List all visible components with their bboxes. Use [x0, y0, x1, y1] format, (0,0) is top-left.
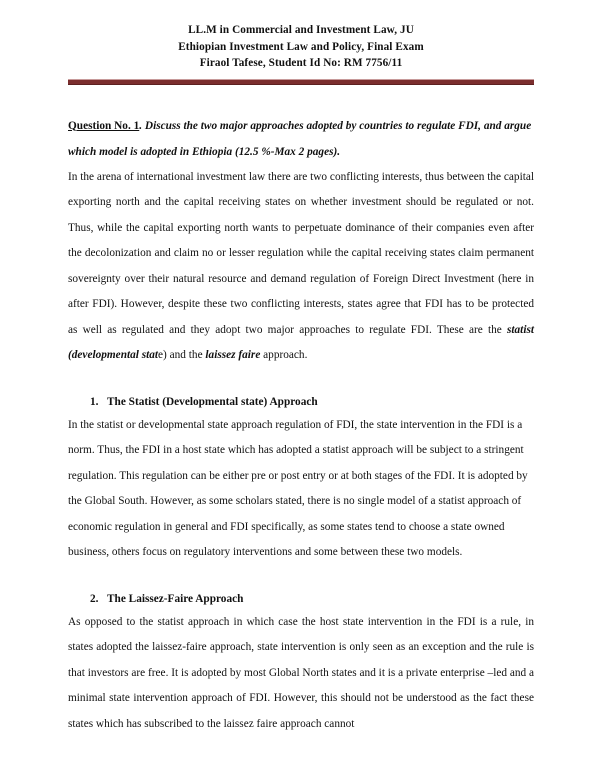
section-heading-statist	[68, 391, 534, 413]
section-number-2: 2.	[90, 592, 99, 605]
header-line-program: LL.M in Commercial and Investment Law, JU	[188, 24, 414, 36]
section-paragraph-laissez-faire: As opposed to the statist approach in which case the host state intervention in the FDI is a rule, in states adopted the laissez-faire approach, state intervention is only seen as an exception and the rule is that investors are free. It is adopted by most Global North states and it is a private enterprise –led and a minimal state intervention approach of FDI. However, this should not be understood as the fact these states which has subscribed to the laissez faire approach cannot	[68, 615, 534, 730]
question-number-label: Question No. 1	[68, 119, 140, 132]
section-heading-laissez-faire	[68, 588, 534, 610]
header-line-course: Ethiopian Investment Law and Policy, Final Exam	[178, 40, 424, 53]
intro-emphasis-statist: statist (developmental stat	[68, 323, 534, 361]
document-header	[68, 0, 534, 72]
header-divider-rule	[68, 79, 534, 85]
section-paragraph-statist: In the statist or developmental state approach regulation of FDI, the state intervention in the FDI is a norm. Thus, the FDI in a host state which has adopted a statist approach will be subject to a stringent regulation. This regulation can be either pre or post entry or at both stages of the FDI. It is adopted by the Global South. However, as some scholars stated, there is no single model of a statist approach of economic regulation in general and FDI specifically, as some states tend to choose a state owned business, others focus on regulatory interventions and some between these two models.	[68, 418, 528, 558]
question-prompt-block	[68, 113, 534, 165]
document-content	[68, 0, 534, 737]
intro-emphasis-laissez-faire: laissez faire	[205, 349, 261, 361]
header-line-student: Firaol Tafese, Student Id No: RM 7756/11	[199, 57, 403, 69]
intro-part-3: approach.	[260, 349, 308, 361]
question-label-suffix: .	[139, 119, 143, 132]
intro-part-1: In the arena of international investment law there are two conflicting interests, thus between the capital exporting north and the capital receiving states on whether investment should be regulated or not. Thus, while the capital exporting north wants to perpetuate dominance of their companies even after the decolonization and claim no or lesser regulation while the capital receiving states claim permanent sovereignty over their natural resource and demand regulation of Foreign Direct Investment (here in after FDI). However, despite these two conflicting interests, states agree that FDI has to be protected as well as regulated and they adopt two major approaches to regulate FDI. These are the	[68, 170, 534, 336]
intro-paragraph	[68, 165, 534, 369]
section-title-1: The Statist (Developmental state) Approach	[107, 395, 318, 408]
intro-part-2: e) and the	[158, 349, 206, 361]
section-title-2: The Laissez-Faire Approach	[107, 592, 244, 605]
question-prompt-text: Discuss the two major approaches adopted by countries to regulate FDI, and argue which model is adopted in Ethiopia (12.5 %-Max 2 pages).	[68, 119, 532, 158]
section-number-1: 1.	[90, 395, 99, 408]
